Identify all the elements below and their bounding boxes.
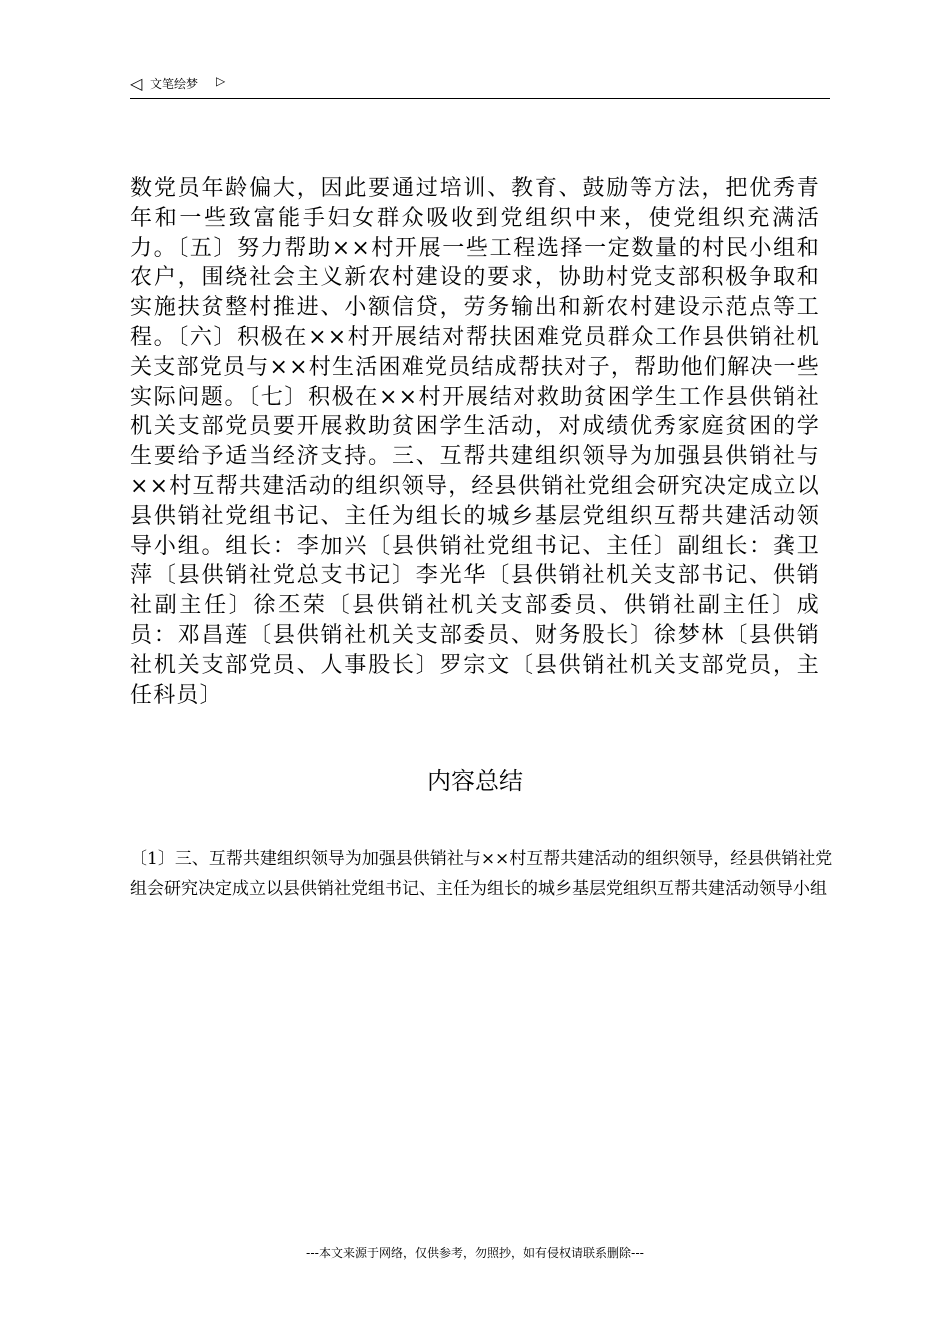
page-header [130,74,830,99]
right-triangle-icon: ▷ [216,74,226,88]
summary-paragraph: 〔1〕三、互帮共建组织领导为加强县供销社与××村互帮共建活动的组织领导，经县供销社党组会研究决定成立以县供销社党组书记、主任为组长的城乡基层党组织互帮共建活动领导小组 [130,849,833,899]
body-paragraph: 数党员年龄偏大，因此要通过培训、教育、鼓励等方法，把优秀青年和一些致富能手妇女群众吸收到党组织中来，使党组织充满活力。〔五〕努力帮助××村开展一些工程选择一定数量的村民小组和农户，围绕社会主义新农村建设的要求，协助村党支部积极争取和实施扶贫整村推进、小额信贷，劳务输出和新农村建设示范点等工程。〔六〕积极在××村开展结对帮扶困难党员群众工作县供销社机关支部党员与××村生活困难党员结成帮扶对子，帮助他们解决一些实际问题。〔七〕积极在××村开展结对救助贫困学生工作县供销社机关支部党员要开展救助贫困学生活动，对成绩优秀家庭贫困的学生要给予适当经济支持。三、互帮共建组织领导为加强县供销社与××村互帮共建活动的组织领导，经县供销社党组会研究决定成立以县供销社党组书记、主任为组长的城乡基层党组织互帮共建活动领导小组。组长：李加兴〔县供销社党组书记、主任〕副组长：龚卫萍〔县供销社党总支书记〕李光华〔县供销社机关支部书记、供销社副主任〕徐丕荣〔县供销社机关支部委员、供销社副主任〕成员：邓昌莲〔县供销社机关支部委员、财务股长〕徐梦林〔县供销社机关支部党员、人事股长〕罗宗文〔县供销社机关支部党员，主任科员〕 [130,176,820,708]
header-title: 文笔绘梦 [150,77,199,91]
summary-heading: 内容总结 [427,767,523,795]
footer-disclaimer: ---本文来源于网络，仅供参考，勿照抄，如有侵权请联系删除--- [306,1246,644,1260]
left-triangle-icon: ◁ [130,74,143,93]
